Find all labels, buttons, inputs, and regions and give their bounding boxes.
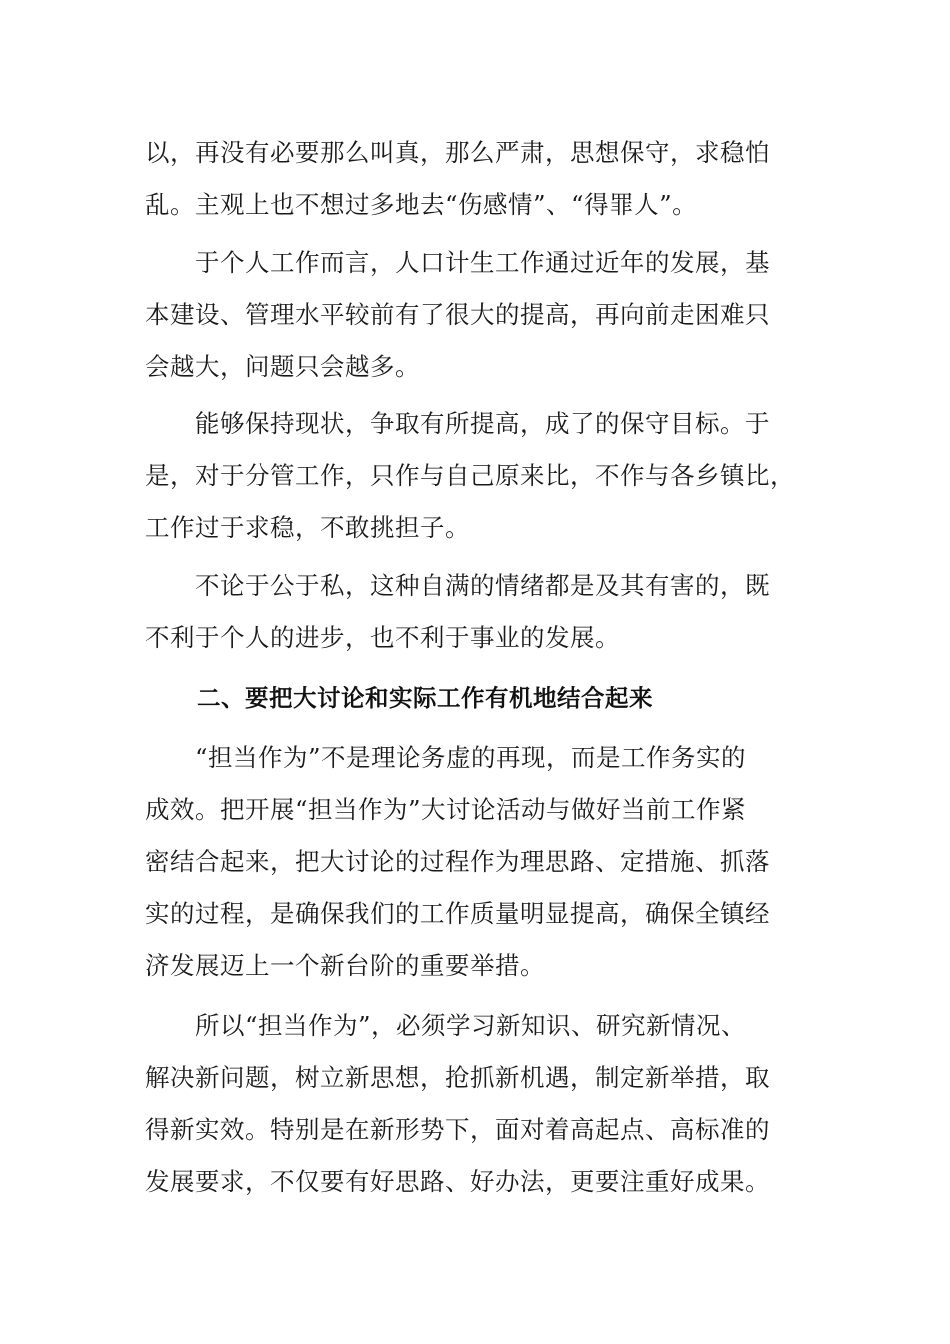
paragraph-line: 成效。把开展“担当作为”大讨论活动与做好当前工作紧 [145,795,747,824]
paragraph-line: 以，再没有必要那么叫真，那么严肃，思想保守，求稳怕 [145,138,770,167]
paragraph-4 [145,560,805,664]
paragraph-line: 是，对于分管工作，只作与自己原来比，不作与各乡镇比， [145,461,795,490]
paragraph-line: 本建设、管理水平较前有了很大的提高，再向前走困难只 [145,300,770,329]
section-heading: 二、要把大讨论和实际工作有机地结合起来 [197,684,653,712]
paragraph-3 [145,398,805,554]
paragraph-line: 得新实效。特别是在新形势下，面对着高起点、高标准的 [145,1115,770,1144]
paragraph-5 [145,732,805,992]
paragraph-line: 乱。主观上也不想过多地去“伤感情”、“得罪人”。 [145,190,698,219]
paragraph-line: 能够保持现状，争取有所提高，成了的保守目标。于 [145,409,770,438]
paragraph-line: 密结合起来，把大讨论的过程作为理思路、定措施、抓落 [145,847,770,876]
paragraph-6 [145,1000,805,1208]
paragraph-line: 实的过程，是确保我们的工作质量明显提高，确保全镇经 [145,899,770,928]
paragraph-line: 工作过于求稳，不敢挑担子。 [145,513,470,542]
paragraph-1 [145,127,805,231]
paragraph-line: 不利于个人的进步，也不利于事业的发展。 [145,623,620,652]
paragraph-line: 解决新问题，树立新思想，抢抓新机遇，制定新举措，取 [145,1063,770,1092]
paragraph-line: 济发展迈上一个新台阶的重要举措。 [145,951,545,980]
paragraph-line: 所以“担当作为”，必须学习新知识、研究新情况、 [145,1011,747,1040]
paragraph-line: “担当作为”不是理论务虚的再现，而是工作务实的 [145,743,747,772]
paragraph-2 [145,237,805,393]
paragraph-line: 不论于公于私，这种自满的情绪都是及其有害的，既 [145,571,770,600]
paragraph-line: 发展要求，不仅要有好思路、好办法，更要注重好成果。 [145,1167,770,1196]
paragraph-line: 会越大，问题只会越多。 [145,352,420,381]
paragraph-line: 于个人工作而言，人口计生工作通过近年的发展，基 [145,248,770,277]
